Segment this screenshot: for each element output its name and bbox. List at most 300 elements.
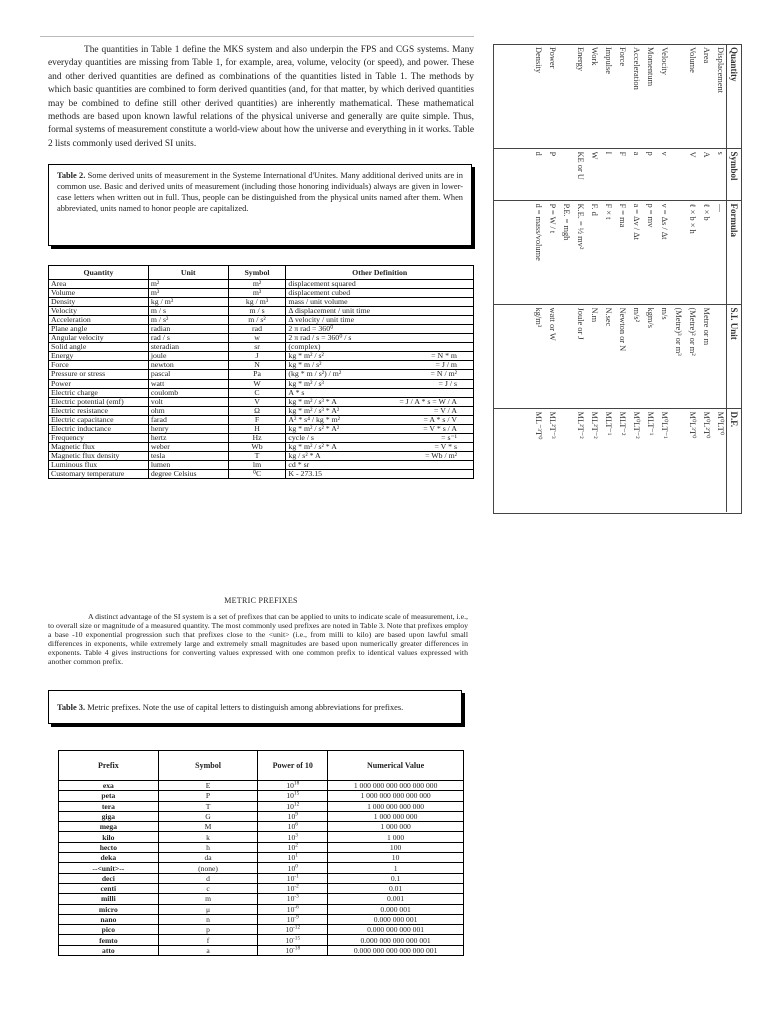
t3-power-exponent: -3 [294,893,299,900]
t2-definition-wrap [288,325,471,333]
rt-cell-s: A [702,151,711,158]
t2-definition: displacement squared [288,279,356,289]
t3-power-base: 10 [287,853,296,863]
t2-unit: degree Celsius [148,469,228,478]
t3-prefix: tera [59,801,159,811]
t3-prefix: --<unit>-- [59,863,159,873]
t3-power-base: 10 [286,904,295,914]
t2-definition-wrap [288,352,471,360]
t3-power-base: 10 [286,915,295,924]
t2-symbol: F [228,415,286,424]
t2-definition: kg * m² / s³ [288,379,324,388]
t2-other-definition [286,316,474,325]
t2-definition: Δ displacement / unit time [288,306,371,316]
table-row [59,842,464,852]
t3-value: 0.000 000 000 001 [328,925,464,935]
t3-value: 0.000 000 000 000 000 001 [328,945,464,955]
rt-cell-s: a [632,151,641,156]
rt-cell-f: a = Δv / Δt [632,203,641,240]
t2-other-definition [286,325,474,334]
table-row [59,791,464,801]
t2-quantity: Magnetic flux density [49,451,149,460]
t3-body [59,781,464,956]
table-row [59,801,464,811]
t2-definition: cd * sr [288,460,310,469]
table-row [59,822,464,832]
t2-definition-wrap [288,434,471,442]
t3-power-base: 10 [287,832,296,842]
t2-unit: farad [148,415,228,424]
rt-cell-s: P [548,151,557,157]
rt-cell-d: MLT⁻¹ [604,411,613,436]
t2-definition-wrap [288,398,471,406]
t2-symbol: rad [228,325,286,334]
t2-definition: kg / s² * A [288,451,321,460]
t3-power [258,842,328,852]
t2-symbol: kg / m³ [228,298,286,307]
t2-definition-wrap [288,316,471,324]
t2-definition-wrap [288,470,471,478]
rt-cell-u: (Metre)² or m² [688,307,697,356]
t2-symbol: Hz [228,433,286,442]
intro-paragraph: The quantities in Table 1 define the MKS system and also underpin the FPS and CGS systems. Many everyday quantities are missing from Table 1, for example, area, volume, velocity (or speed), and power. These and other derived quantities are defined as combinations of the quantities listed in Table 1. The methods by which basic quantities are combined to form derived quantities (and, for that matter, by which derived quantities may be combined to define still other derived quantities) are inherently mathematical. These mathematical methods are based upon known lawful relations of the physical universe and generally are quite simple. Thus, formal systems of measurement constitute a world-view about how the universe and everything in it works. Table 2 lists commonly used derived SI units. [48,45,474,149]
rt-col-symbol [494,148,727,200]
table-row [49,316,474,325]
derived-units-table [48,265,474,479]
t2-definition: kg * m² / s² * A² [288,424,340,433]
rt-cell-s: W [590,151,599,160]
table-row [59,945,464,955]
t2-symbol: m³ [228,289,286,298]
rt-cell-f: p = mv [646,203,655,228]
t3-power [258,801,328,811]
t2-definition-equiv [457,334,471,342]
t3-power [258,945,328,955]
t2-symbol: W [228,379,286,388]
t3-value: 100 [328,842,464,852]
rt-cell-d: MLT⁻¹ [646,411,655,436]
t2-unit: tesla [148,451,228,460]
rt-col-formula [494,200,727,304]
t2-unit: kg / m³ [148,298,228,307]
t2-definition-wrap [288,425,471,433]
t3-power-exponent: 0 [295,862,298,869]
t3-value: 10 [328,853,464,863]
rt-cell-d: MLT⁻² [618,411,627,436]
rt-cell-u: m/s [660,307,669,320]
t3-symbol: m [158,894,258,904]
rt-cell-u: Metre or m [702,307,711,346]
table-row [59,832,464,842]
t2-definition: A * s [288,388,305,397]
t3-symbol: p [158,925,258,935]
t2-definition: (complex) [288,342,321,352]
rt-cell-u: (Metre)³ or m³ [674,307,683,356]
table3-caption [48,690,462,724]
rotated-table-content [494,44,741,512]
t3-power [258,781,328,791]
rt-cell-s: F [618,151,627,157]
t3-value: 1 [328,863,464,873]
t2-definition-equiv [457,307,471,315]
t2-definition-equiv [457,316,471,324]
rt-cell-s: I [604,151,613,155]
t2-symbol: ⁰C [228,469,286,478]
t2-definition-equiv: = s⁻¹ [441,433,457,442]
t2-other-definition [286,298,474,307]
rt-cell-q: Momentum [646,47,655,87]
t3-power [258,832,328,842]
t2-unit: henry [148,424,228,433]
table-row [49,289,474,298]
table-row [49,424,474,433]
t2-quantity: Area [49,280,149,289]
t2-definition-equiv: = J / A * s = W / A [399,397,457,406]
table-row [49,280,474,289]
t3-power-exponent: 1 [295,852,298,859]
t3-prefix: kilo [59,832,159,842]
rt-cell-u: Joule or J [576,307,585,340]
t2-other-definition [286,352,474,361]
rt-cell-f [669,204,683,301]
rt-cell-d: ML²T⁻² [576,411,585,439]
t2-unit: lumen [148,460,228,469]
table2-caption-text: Some derived units of measurement in the Systeme International d'Unites. Many additional derived units are in common use. Basic and derived units of measurement (including those honoring individuals) always are given in lower-case letters when written out in full. Thus, people can be distinguished from the physical units named after them. When abbreviated, units named to honor people are capitalized. [57,171,463,213]
t3-power-exponent: 18 [293,780,300,787]
table-row [59,914,464,924]
table-row [49,379,474,388]
table-row [59,883,464,893]
rt-cell-s: V [688,151,697,158]
rt-col-si-unit [494,304,727,408]
t3-prefix: deci [59,873,159,883]
table3-caption-label: Table 3. [57,703,86,712]
t3-symbol: f [158,935,258,945]
t3-power-base: 10 [286,801,294,811]
t3-power-base: 10 [287,863,296,873]
t2-quantity: Energy [49,352,149,361]
t2-symbol: w [228,334,286,343]
t2-unit: m / s² [148,316,228,325]
t2-definition-wrap [288,407,471,415]
t2-definition-equiv [457,343,471,351]
t3-power-exponent: -2 [294,883,299,890]
t3-prefix: atto [59,945,159,955]
table-row [49,442,474,451]
t2-definition-equiv: = V / A [434,406,457,415]
rt-cell-u: N.m [590,307,599,323]
rotated-quantity-table [484,42,756,524]
t2-unit: ohm [148,406,228,415]
t2-quantity: Solid angle [49,343,149,352]
t2-definition-wrap [288,452,471,460]
t2-symbol: J [228,352,286,361]
t2-definition: kg * m / s² [288,360,322,370]
t2-definition-wrap [288,298,471,306]
t2-quantity: Magnetic flux [49,442,149,451]
t3-value: 1 000 000 [328,822,464,832]
rt-cell-u: m/s² [632,307,641,323]
t3-power-base: 10 [287,812,296,822]
t2-definition-equiv [457,389,471,397]
table-row [49,343,474,352]
t3-power [258,811,328,821]
table-row [59,925,464,935]
t3-prefix: milli [59,894,159,904]
t2-other-definition [286,379,474,388]
t3-power-exponent: 6 [295,821,298,828]
rt-cell-s [669,152,683,197]
t2-symbol: Wb [228,442,286,451]
t3-symbol: G [158,811,258,821]
rt-col-df [494,408,727,512]
t3-power-exponent: -12 [293,924,301,931]
rt-cell-f: ℓ × b [702,203,711,221]
rt-cell-d: M⁰LT⁻² [632,411,641,439]
table-row [49,307,474,316]
table-row [59,873,464,883]
rt-cell-d: ML⁻³T⁰ [534,411,543,440]
t2-definition-wrap [288,380,471,388]
t2-quantity: Frequency [49,433,149,442]
t3-symbol: k [158,832,258,842]
t2-other-definition [286,289,474,298]
t3-prefix: nano [59,914,159,924]
rt-cell-d [669,412,683,510]
t2-symbol: V [228,397,286,406]
rt-cell-d: M⁰LT⁻¹ [660,411,669,439]
t3-symbol: d [158,873,258,883]
rt-cell-f: F × t [604,203,613,220]
t3-prefix: hecto [59,842,159,852]
t3-value: 0.1 [328,873,464,883]
t2-unit: m³ [148,289,228,298]
t2-quantity: Angular velocity [49,334,149,343]
t2-definition-equiv [457,470,471,478]
t3-header-value: Numerical Value [328,751,464,781]
rt-cell-s: v [660,151,669,156]
t3-symbol: T [158,801,258,811]
rt-cell-q: Work [590,47,599,66]
rt-cell-d [557,412,571,510]
t3-power-base: 10 [287,842,296,852]
t2-quantity: Electric capacitance [49,415,149,424]
t3-value: 0.000 000 000 000 001 [328,935,464,945]
table-row [49,334,474,343]
rt-cell-f: v = Δs / Δt [660,203,669,240]
table-row [49,451,474,460]
rt-cell-f: F. d [590,203,599,216]
t3-symbol: c [158,883,258,893]
t2-definition-wrap [288,461,471,469]
t2-quantity: Electric potential (emf) [49,397,149,406]
t2-definition-equiv: = N / m² [430,369,457,379]
t3-symbol: (none) [158,863,258,873]
t2-definition: A² * s⁴ / kg * m² [288,415,341,424]
t3-prefix: pico [59,925,159,935]
t3-symbol: E [158,781,258,791]
t2-quantity: Pressure or stress [49,370,149,379]
t2-quantity: Electric charge [49,388,149,397]
t2-other-definition [286,442,474,451]
t2-unit: newton [148,361,228,370]
t2-unit: steradian [148,343,228,352]
metric-prefixes-title: METRIC PREFIXES [224,596,298,605]
t2-definition-wrap [288,307,471,315]
rt-cell-u: Newton or N [618,307,627,352]
table-row [49,298,474,307]
t2-definition: 2 π rad / s = 360⁰ / s [288,333,352,343]
t3-power-exponent: 2 [295,842,298,849]
t2-unit: radian [148,325,228,334]
table-row [49,460,474,469]
t3-power [258,914,328,924]
t3-value: 1 000 [328,832,464,842]
t3-power [258,894,328,904]
t3-power-base: 10 [286,791,294,801]
t3-symbol: P [158,791,258,801]
t2-other-definition [286,469,474,478]
table-row [59,863,464,873]
t2-definition-wrap [288,280,471,288]
table-row [59,781,464,791]
table-row [49,406,474,415]
rt-cell-s: p [646,151,655,156]
rt-header-df: D.F. [727,408,742,512]
t2-definition-equiv: = V * s / A [423,424,457,433]
t2-quantity: Density [49,298,149,307]
t2-quantity: Plane angle [49,325,149,334]
t2-unit: watt [148,379,228,388]
t3-prefix: giga [59,811,159,821]
t2-header-unit: Unit [148,266,228,280]
rt-cell-u [557,308,571,405]
t3-symbol: h [158,842,258,852]
rt-cell-s: KE or U [576,151,585,180]
t3-symbol: M [158,822,258,832]
rt-cell-s [557,152,571,197]
t2-definition: kg * m² / s² [288,351,324,361]
t2-definition: displacement cubed [288,288,351,298]
t2-definition: K - 273.15 [288,469,322,478]
t2-symbol: lm [228,460,286,469]
t2-definition-wrap [288,289,471,297]
t3-symbol: n [158,914,258,924]
t3-power-exponent: -1 [294,873,299,880]
t3-value: 1 000 000 000 000 [328,801,464,811]
t2-symbol: H [228,424,286,433]
table-row [49,370,474,379]
t2-definition-equiv: = V * s [434,442,457,451]
t2-symbol: Pa [228,370,286,379]
rt-cell-u [711,308,725,405]
t3-power [258,822,328,832]
t2-other-definition [286,460,474,469]
t2-symbol: m / s [228,307,286,316]
t2-header-other: Other Definition [286,266,474,280]
t2-header-symbol: Symbol [228,266,286,280]
table2-caption-label: Table 2. [57,171,86,180]
rt-cell-f: K.E. = ½ mv² [576,203,585,250]
t3-header-power: Power of 10 [258,751,328,781]
t3-power-base: 10 [285,935,294,945]
t2-symbol: sr [228,343,286,352]
t2-unit: coulomb [148,388,228,397]
t2-other-definition [286,406,474,415]
rt-cell-d: ML²T⁻³ [548,411,557,439]
rt-cell-d: M⁰L²T⁰ [702,411,711,439]
t3-prefix: peta [59,791,159,801]
t2-unit: pascal [148,370,228,379]
t2-unit: joule [148,352,228,361]
t2-definition-wrap [288,361,471,369]
t3-value: 1 000 000 000 000 000 [328,791,464,801]
t2-definition: 2 π rad = 360⁰ [288,324,334,334]
t3-value: 0.01 [328,883,464,893]
t2-definition-equiv: = J / m [435,360,457,370]
rt-cell-u: kgm/s [646,307,655,328]
t3-power-exponent: -18 [293,945,301,952]
table-row [49,397,474,406]
t2-quantity: Power [49,379,149,388]
t2-other-definition [286,334,474,343]
t2-symbol: m / s² [228,316,286,325]
t3-power-base: 10 [286,781,294,791]
t3-header-prefix: Prefix [59,751,159,781]
rt-cell-u: kg/m³ [534,307,543,328]
t3-prefix: micro [59,904,159,914]
t2-other-definition [286,370,474,379]
t2-definition-equiv: = A * s / V [423,415,457,424]
t2-other-definition [286,397,474,406]
t2-quantity: Luminous flux [49,460,149,469]
t2-definition-equiv [457,325,471,333]
t2-unit: hertz [148,433,228,442]
rt-cell-q: Impulse [604,47,613,74]
top-rule [40,36,474,37]
t2-unit: volt [148,397,228,406]
t3-power-base: 10 [285,945,294,955]
t3-power-exponent: -6 [294,904,299,911]
t3-symbol: da [158,853,258,863]
table-row [59,904,464,914]
t3-power-base: 10 [286,884,295,894]
t3-power [258,935,328,945]
t2-quantity: Electric inductance [49,424,149,433]
t2-unit: m / s [148,307,228,316]
t3-power [258,791,328,801]
rt-cell-d: ML²T⁻² [590,411,599,439]
t2-other-definition [286,433,474,442]
t3-power-base: 10 [286,894,295,904]
t2-definition: (kg * m / s²) / m² [288,369,342,379]
t2-quantity: Force [49,361,149,370]
t2-other-definition [286,343,474,352]
t2-definition-equiv: = J / s [438,379,457,388]
t2-other-definition [286,361,474,370]
rt-header-formula: Formula [727,200,742,304]
t2-definition: Δ velocity / unit time [288,315,355,325]
t2-other-definition [286,280,474,289]
rt-cell-d: M⁰L³T⁰ [688,411,697,439]
t2-symbol: T [228,451,286,460]
t2-unit: rad / s [148,334,228,343]
table2-caption [48,164,472,246]
rt-cell-d: M⁰LT⁰ [716,411,725,436]
rt-cell-q: Density [534,47,543,74]
t3-prefix: centi [59,883,159,893]
t2-definition-wrap [288,416,471,424]
